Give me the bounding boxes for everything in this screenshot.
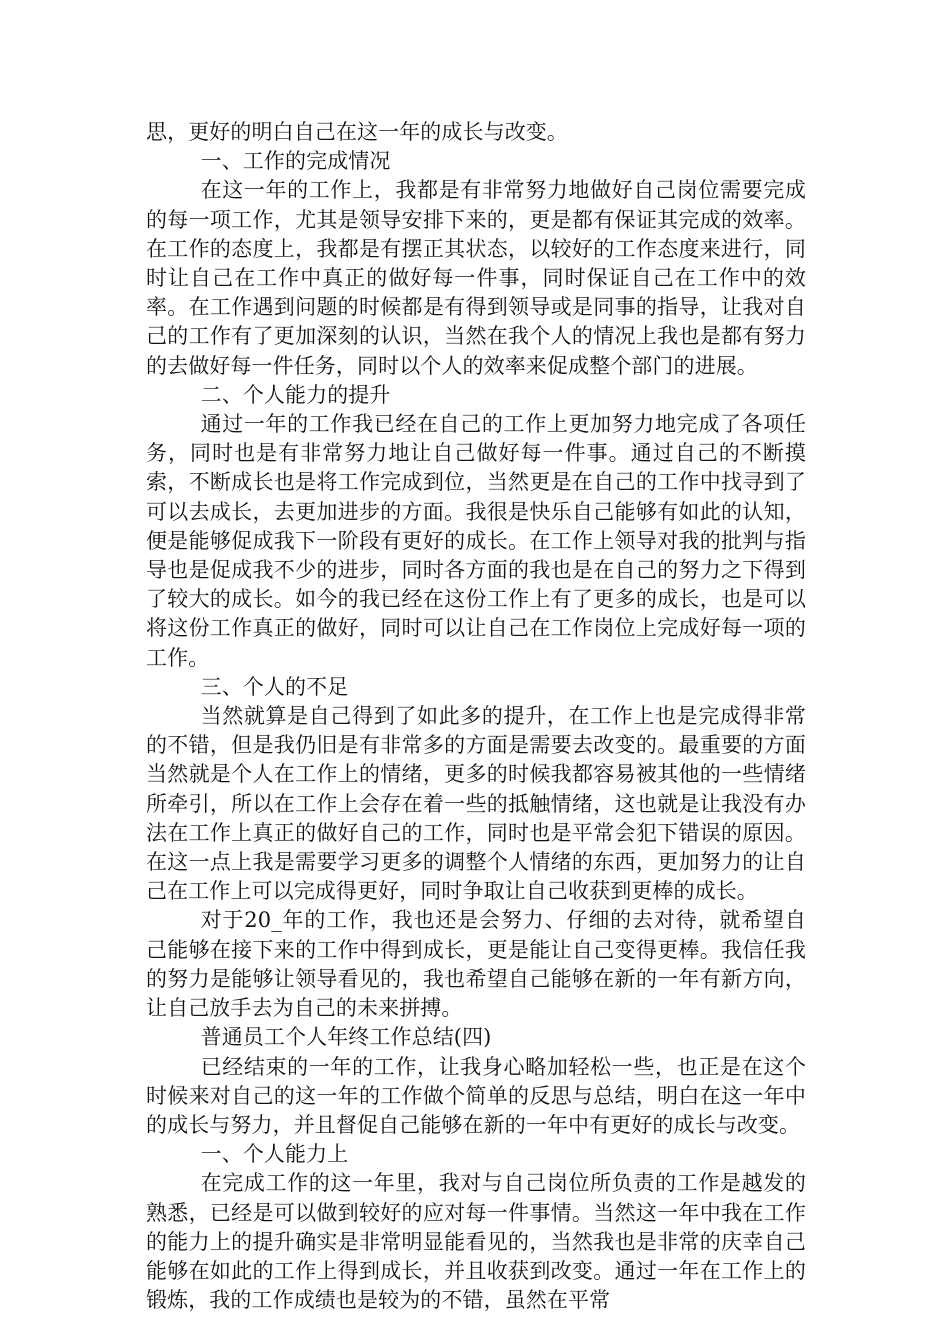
section-heading-ability-improvement: 二、个人能力的提升 [200,382,391,407]
section-heading-work-completion: 一、工作的完成情况 [200,149,391,174]
paragraph-continuation: 思，更好的明白自己在这一年的成长与改变。 [146,120,568,144]
paragraph-work-completion: 在这一年的工作上，我都是有非常努力地做好自己岗位需要完成的每一项工作，尤其是领导安排下来的，更是都有保证其完成的效率。在工作的态度上，我都是有摆正其状态，以较好的工作态度来进行，同时让自己在工作中真正的做好每一件事，同时保证自己在工作中的效率。在工作遇到问题的时候都是有得到领导或是同事的指导，让我对自己的工作有了更加深刻的认识，当然在我个人的情况上我也是都有努力的去做好每一件任务，同时以个人的效率来促成整个部门的进展。 [146,178,806,378]
paragraph-personal-ability: 在完成工作的这一年里，我对与自己岗位所负责的工作是越发的熟悉，已经是可以做到较好的应对每一件事情。当然这一年中我在工作的能力上的提升确实是非常明显能看见的，当然我也是非常的庆幸自己能够在如此的工作上得到成长，并且收获到改变。通过一年在工作上的锻炼，我的工作成绩也是较为的不错，虽然在平常 [146,1171,806,1313]
paragraph-future-plan: 对于20_年的工作，我也还是会努力、仔细的去对待，就希望自己能够在接下来的工作中得到成长，更是能让自己变得更棒。我信任我的努力是能够让领导看见的，我也希望自己能够在新的一年有新方向，让自己放手去为自己的未来拼搏。 [146,908,806,1021]
section-heading-shortcomings: 三、个人的不足 [200,674,349,699]
article-title-part-four: 普通员工个人年终工作总结(四) [200,1025,492,1050]
paragraph-ability-improvement: 通过一年的工作我已经在自己的工作上更加努力地完成了各项任务，同时也是有非常努力地让自己做好每一件事。通过自己的不断摸索，不断成长也是将工作完成到位，当然更是在自己的工作中找寻到了可以去成长，去更加进步的方面。我很是快乐自己能够有如此的认知，便是能够促成我下一阶段有更好的成长。在工作上领导对我的批判与指导也是促成我不少的进步，同时各方面的我也是在自己的努力之下得到了较大的成长。如今的我已经在这份工作上有了更多的成长，也是可以将这份工作真正的做好，同时可以让自己在工作岗位上完成好每一项的工作。 [146,412,806,670]
paragraph-shortcomings: 当然就算是自己得到了如此多的提升，在工作上也是完成得非常的不错，但是我仍旧是有非常多的方面是需要去改变的。最重要的方面当然就是个人在工作上的情绪，更多的时候我都容易被其他的一些情绪所牵引，所以在工作上会存在着一些的抵触情绪，这也就是让我没有办法在工作上真正的做好自己的工作，同时也是平常会犯下错误的原因。在这一点上我是需要学习更多的调整个人情绪的东西，更加努力的让自己在工作上可以完成得更好，同时争取让自己收获到更棒的成长。 [146,704,806,904]
document-page [146,118,806,1315]
section-heading-personal-ability: 一、个人能力上 [200,1142,349,1167]
paragraph-intro-part-four: 已经结束的一年的工作，让我身心略加轻松一些，也正是在这个时候来对自己的这一年的工作做个简单的反思与总结，明白在这一年中的成长与努力，并且督促自己能够在新的一年中有更好的成长与改变。 [146,1054,806,1137]
